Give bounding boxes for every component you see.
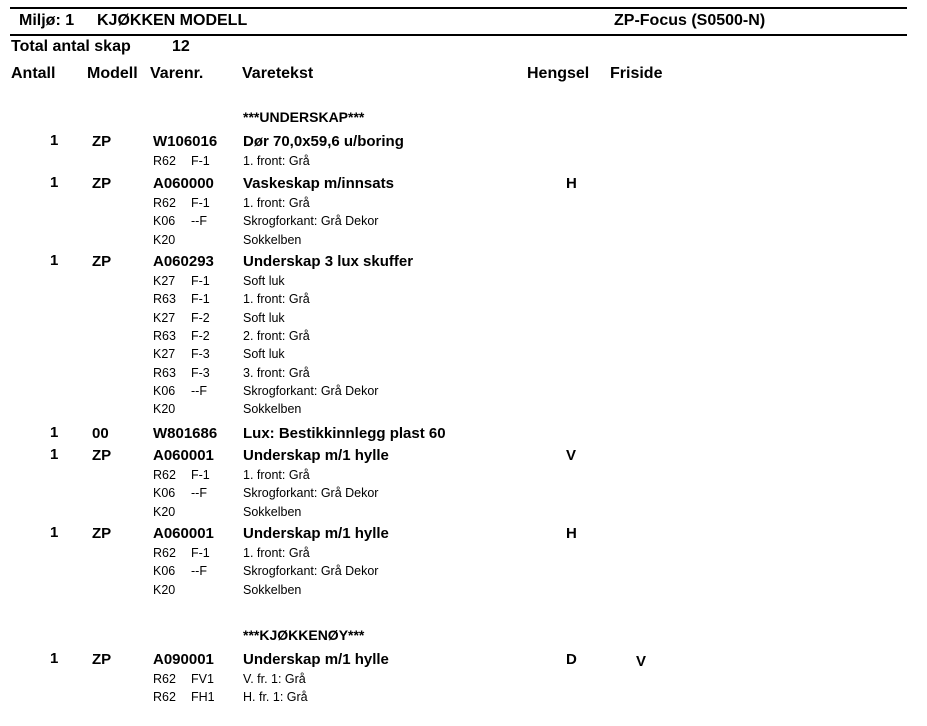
sub-text: Sokkelben [243,582,302,597]
item-hengsel: H [566,525,577,542]
sub-text: Skrogforkant: Grå Dekor [243,214,379,229]
sub-code: K20 [153,582,176,597]
total-value: 12 [172,38,190,55]
sub-position: F-1 [191,196,210,210]
item-varetekst: Underskap 3 lux skuffer [243,253,414,270]
item-hengsel: D [566,651,577,668]
miljo-label: Miljø: 1 [19,12,75,29]
item-hengsel: V [566,447,577,464]
item-varetekst: Vaskeskap m/innsats [243,175,394,192]
sub-text: Sokkelben [243,504,302,519]
sub-text: 2. front: Grå [243,328,310,343]
col-modell: Modell [87,65,138,82]
sub-text: 1. front: Grå [243,196,310,210]
sub-position: F-3 [191,347,210,362]
sub-position: F-1 [191,468,210,482]
sub-code: K20 [153,232,176,247]
sub-code: K27 [153,274,176,288]
sub-code: R63 [153,328,176,343]
item-antall: 1 [50,252,59,269]
sub-position: F-1 [191,546,210,560]
sub-text: H. fr. 1: Grå [243,690,308,705]
sub-code: K20 [153,402,176,417]
sub-position: --F [191,486,207,501]
item-antall: 1 [50,424,59,441]
item-varenr: A060000 [153,175,214,192]
sub-code: K06 [153,214,176,229]
item-modell: ZP [92,651,112,668]
sub-text: Sokkelben [243,402,302,417]
item-modell: ZP [92,175,112,192]
sub-text: 1. front: Grå [243,468,310,482]
sub-code: R62 [153,468,176,482]
col-varetekst: Varetekst [242,65,314,82]
item-varenr: W106016 [153,133,218,150]
sub-code: K06 [153,564,176,579]
sub-text: 1. front: Grå [243,154,310,168]
sub-position: F-1 [191,292,210,307]
item-antall: 1 [50,650,59,667]
sub-position: --F [191,383,207,398]
item-antall: 1 [50,132,59,149]
header-rule [10,34,907,36]
sub-position: FH1 [191,690,215,705]
item-varenr: A060001 [153,525,214,542]
item-varenr: W801686 [153,425,218,442]
item-modell: ZP [92,133,112,150]
item-hengsel: H [566,175,577,192]
sub-text: 1. front: Grå [243,546,310,560]
sub-position: --F [191,564,207,579]
item-varenr: A090001 [153,651,214,668]
sub-text: Skrogforkant: Grå Dekor [243,564,379,579]
sub-text: V. fr. 1: Grå [243,672,306,686]
sub-position: F-1 [191,274,210,288]
item-modell: 00 [92,425,109,442]
sub-code: R62 [153,196,176,210]
sub-code: K27 [153,347,176,362]
item-antall: 1 [50,174,59,191]
sub-code: K27 [153,310,176,325]
item-antall: 1 [50,446,59,463]
section-title: ***KJØKKENØY*** [243,627,365,643]
item-varetekst: Underskap m/1 hylle [243,447,389,464]
sub-text: Skrogforkant: Grå Dekor [243,486,379,501]
col-friside: Friside [610,65,663,82]
sub-text: Soft luk [243,347,285,362]
sub-position: FV1 [191,672,214,686]
col-antall: Antall [11,65,56,82]
item-modell: ZP [92,447,112,464]
sub-text: Soft luk [243,310,285,325]
sub-code: R62 [153,154,176,168]
item-varetekst: Dør 70,0x59,6 u/boring [243,133,404,150]
col-varenr: Varenr. [150,65,204,82]
sub-code: R62 [153,546,176,560]
sub-code: R62 [153,690,176,705]
item-modell: ZP [92,253,112,270]
sub-text: 3. front: Grå [243,365,310,380]
item-varenr: A060293 [153,253,214,270]
top-rule [10,7,907,9]
item-modell: ZP [92,525,112,542]
sub-code: K06 [153,383,176,398]
item-friside: V [636,653,647,670]
sub-position: --F [191,214,207,229]
item-antall: 1 [50,524,59,541]
total-label: Total antal skap [11,38,131,55]
sub-text: Soft luk [243,274,285,288]
item-varenr: A060001 [153,447,214,464]
sub-position: F-2 [191,310,210,325]
sub-text: Sokkelben [243,232,302,247]
sub-position: F-1 [191,154,210,168]
sub-code: K20 [153,504,176,519]
sub-text: Skrogforkant: Grå Dekor [243,383,379,398]
item-varetekst: Underskap m/1 hylle [243,525,389,542]
sub-code: K06 [153,486,176,501]
sub-code: R62 [153,672,176,686]
section-title: ***UNDERSKAP*** [243,109,365,125]
sub-text: 1. front: Grå [243,292,310,307]
item-varetekst: Lux: Bestikkinnlegg plast 60 [243,425,446,442]
page-title: KJØKKEN MODELL [97,12,248,29]
sub-code: R63 [153,292,176,307]
product-name: ZP-Focus (S0500-N) [614,12,766,29]
sub-position: F-3 [191,365,210,380]
item-varetekst: Underskap m/1 hylle [243,651,389,668]
sub-code: R63 [153,365,176,380]
sub-position: F-2 [191,328,210,343]
col-hengsel: Hengsel [527,65,590,82]
